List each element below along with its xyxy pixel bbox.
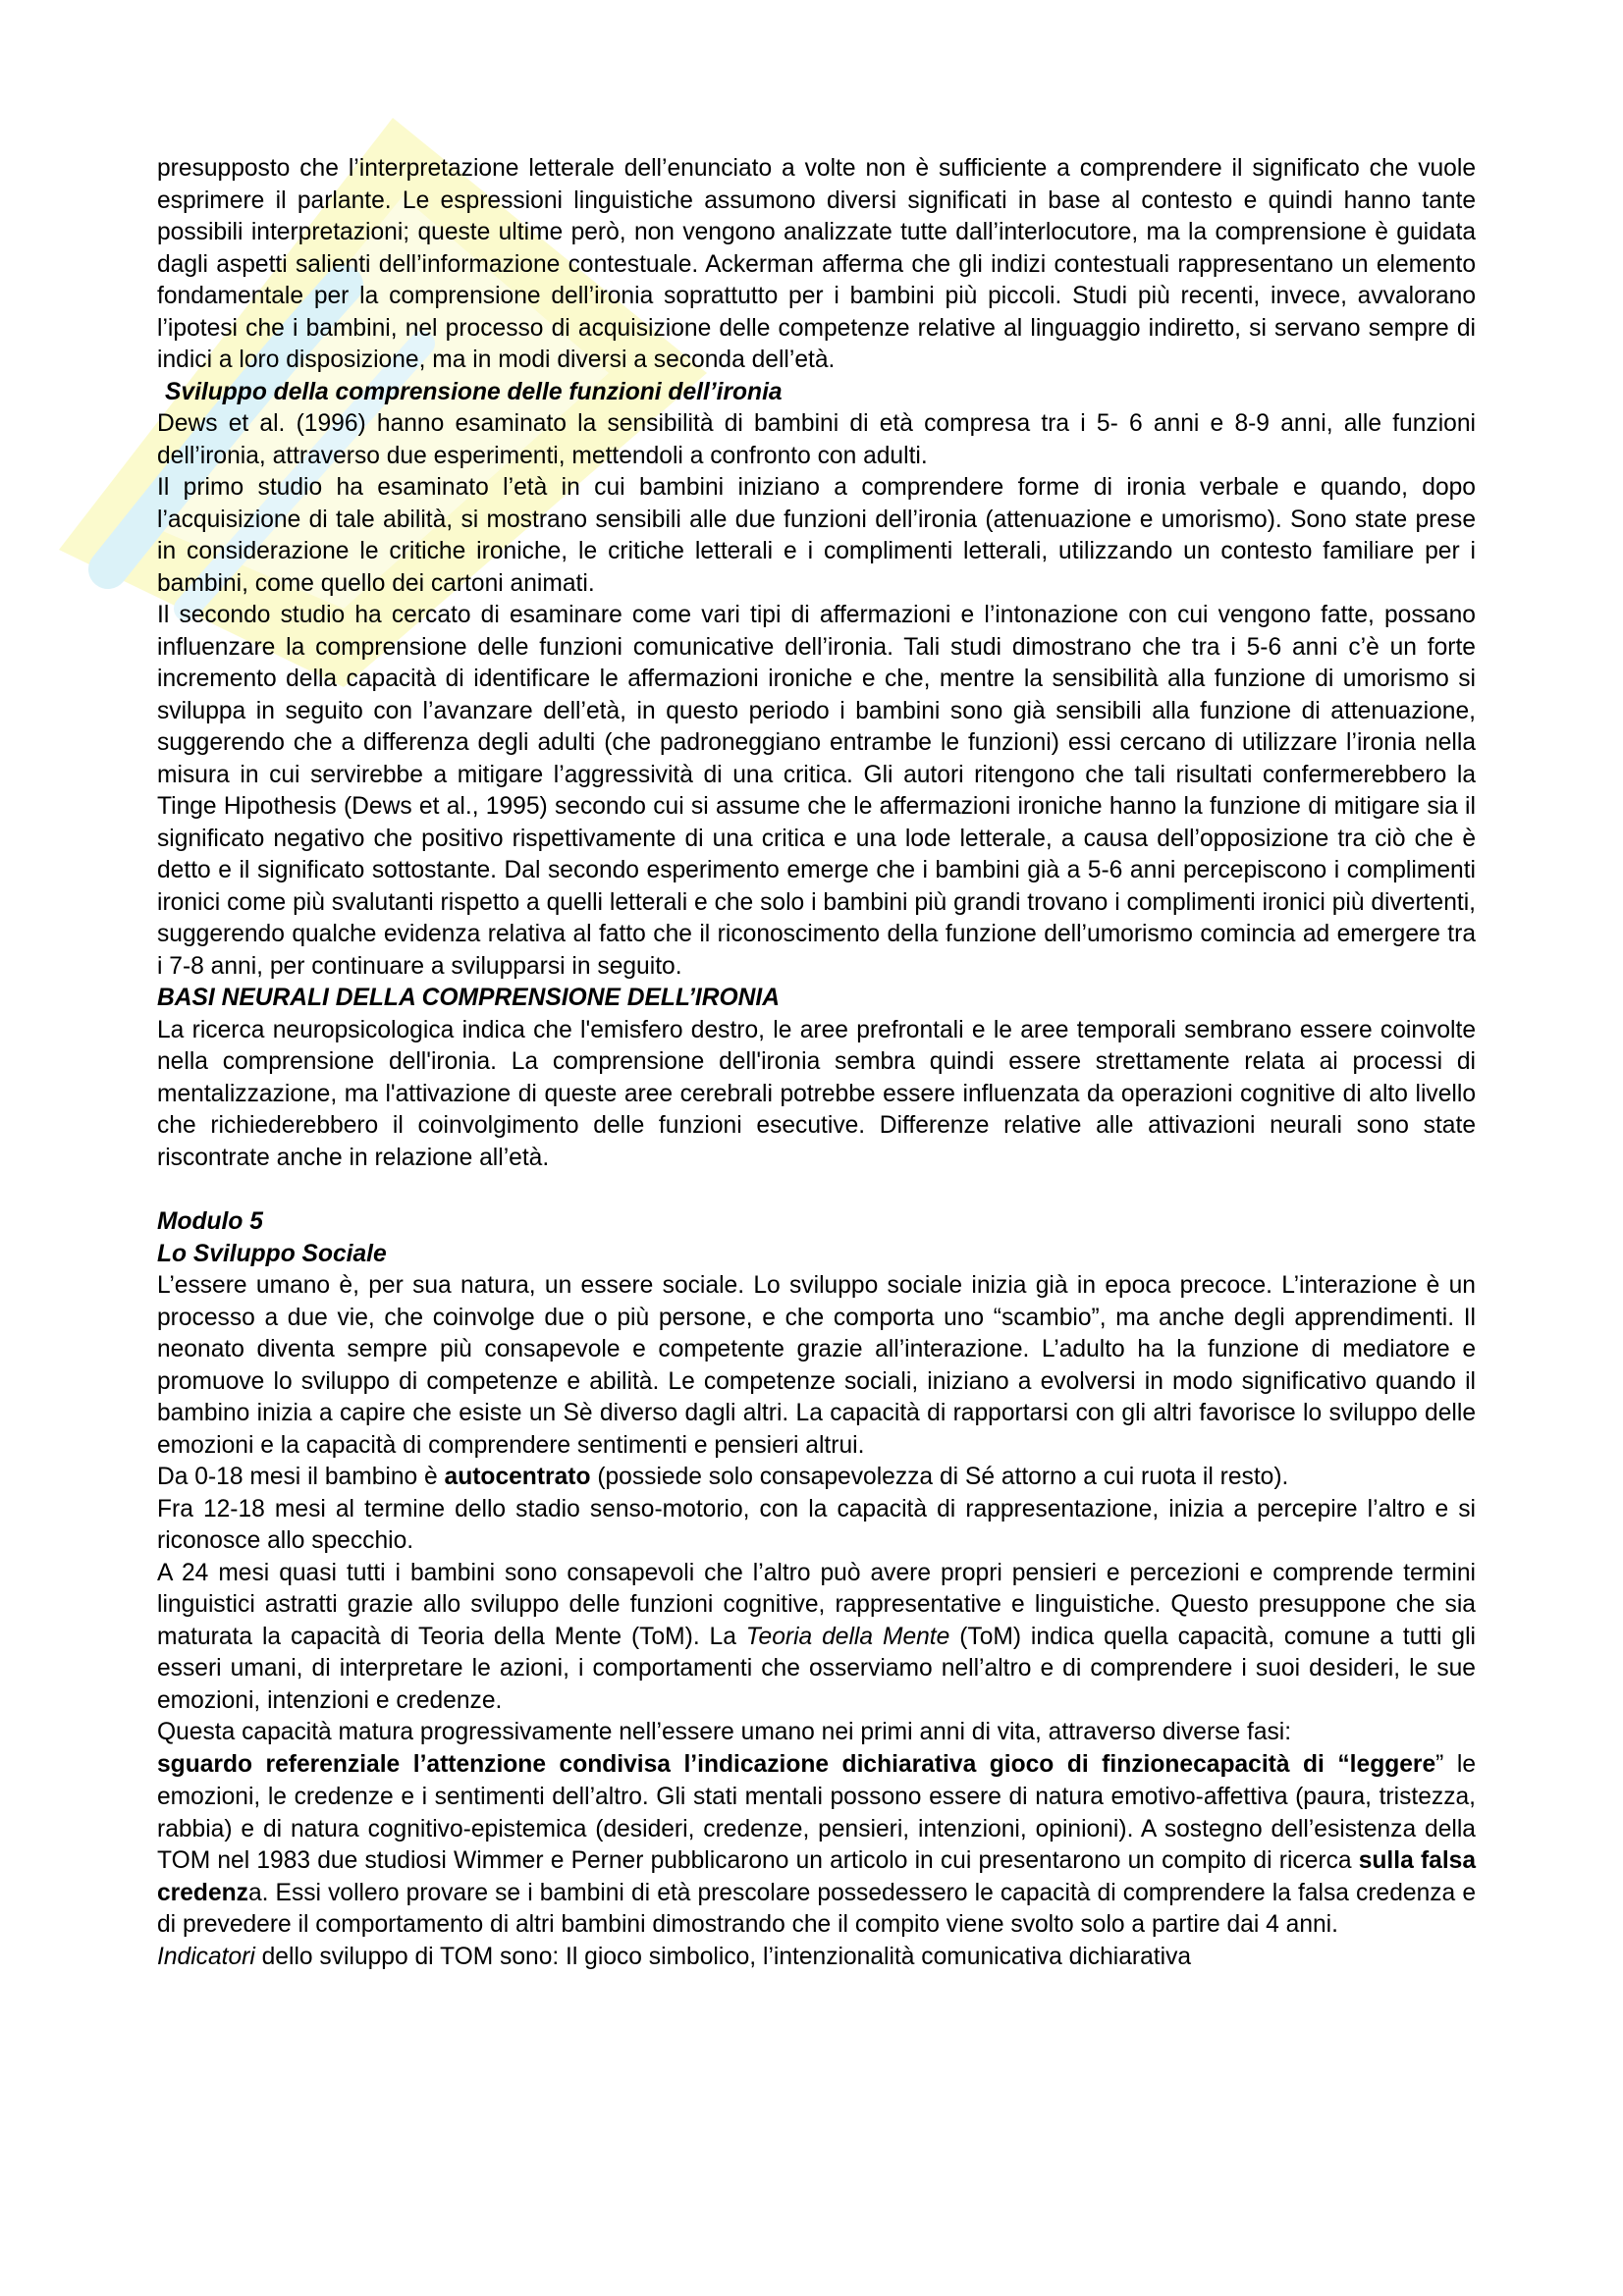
paragraph: L’essere umano è, per sua natura, un essere sociale. Lo sviluppo sociale inizia già in epoca precoce. L’interazione è un processo a due vie, che coinvolge due o più persone, e che comporta uno “scambio”, ma anche degli apprendimenti. Il neonato diventa sempre più consapevole e competente grazie all’interazione. L’adulto ha la funzione di mediatore e promuove lo sviluppo di competenze e abilità. Le competenze sociali, iniziano a evolversi in modo significativo quando il bambino inizia a capire che esiste un Sè diverso dagli altri. La capacità di rapportarsi con gli altri favorisce lo sviluppo delle emozioni e la capacità di comprendere sentimenti e pensieri altrui. (157, 1272, 1476, 1459)
section-heading: Sviluppo della comprensione delle funzioni dell’ironia (165, 378, 783, 405)
paragraph: La ricerca neuropsicologica indica che l'emisfero destro, le aree prefrontali e le aree temporali sembrano essere coinvolte nella comprensione dell'ironia. La comprensione dell'ironia sembra quindi essere strettamente relata ai processi di mentalizzazione, ma l'attivazione di queste aree cerebrali potrebbe essere influenzata da operazioni cognitive di alto livello che richiederebbero il coinvolgimento delle funzioni esecutive. Differenze relative alle attivazioni neurali sono state riscontrate anche in relazione all’età. (157, 1016, 1476, 1171)
paragraph: Il primo studio ha esaminato l’età in cui bambini iniziano a comprendere forme di ironia verbale e quando, dopo l’acquisizione di tale abilità, si mostrano sensibili alle due funzioni dell’ironia (attenuazione e umorismo). Sono state prese in considerazione le critiche ironiche, le critiche letterali e i complimenti letterali, utilizzando un contesto familiare per i bambini, come quello dei cartoni animati. (157, 474, 1476, 597)
document-page (157, 153, 1476, 1973)
module-title: Lo Sviluppo Sociale (157, 1240, 387, 1267)
paragraph (157, 1462, 1476, 1494)
paragraph: Questa capacità matura progressivamente nell’essere umano nei primi anni di vita, attraverso diverse fasi: (157, 1719, 1292, 1745)
text-run: (possiede solo consapevolezza di Sé attorno a cui ruota il resto). (590, 1464, 1289, 1490)
text-run: Da 0-18 mesi il bambino è (157, 1464, 445, 1490)
bold-term: l’indicazione dichiarativa (670, 1750, 990, 1778)
paragraph (157, 1942, 1476, 1974)
paragraph (157, 1749, 1476, 1942)
paragraph: presupposto che l’interpretazione letterale dell’enunciato a volte non è sufficiente a comprendere il significato che vuole esprimere il parlante. Le espressioni linguistiche assumono diversi significati in base al contesto e quindi hanno tante possibili interpretazioni; queste ultime però, non vengono analizzate tutte dall’interlocutore, ma la comprensione è guidata dagli aspetti salienti dell’informazione contestuale. Ackerman afferma che gli indizi contestuali rappresentano un elemento fondamentale per la comprensione dell’ironia soprattutto per i bambini più piccoli. Studi più recenti, invece, avvalorano l’ipotesi che i bambini, nel processo di acquisizione delle competenze relative al linguaggio indiretto, si servano sempre di indici a loro disposizione, ma in modi diversi a seconda dell’età. (157, 155, 1476, 373)
paragraph (157, 1558, 1476, 1718)
bold-term: sguardo referenziale (157, 1750, 401, 1778)
bold-term: gioco di finzione (989, 1750, 1194, 1778)
text-run: A 24 mesi quasi tutti i bambini sono consapevoli che l’altro può avere propri pensieri e percezioni e comprende termini linguistici astratti grazie allo sviluppo delle funzioni cognitive, rappresentative e linguistiche. Questo presuppone che sia maturata la capacità di Teoria della Mente (ToM). La (157, 1559, 1476, 1650)
italic-term: Indicatori (157, 1943, 255, 1970)
bold-term: capacità di “leggere (1193, 1750, 1436, 1778)
paragraph: Dews et al. (1996) hanno esaminato la sensibilità di bambini di età compresa tra i 5- 6 anni e 8-9 anni, alle funzioni dell’ironia, attraverso due esperimenti, mettendoli a confronto con adulti. (157, 410, 1476, 469)
text-run: ” le emozioni, le credenze e i sentimenti dell’altro. Gli stati mentali possono essere di natura emotivo-affettiva (paura, tristezza, rabbia) e di natura cognitivo-epistemica (desideri, credenze, pensieri, intenzioni, opinioni). A sostegno dell’esistenza della TOM nel 1983 due studiosi Wimmer e Perner pubblicarono un articolo in cui presentarono un compito di ricerca (157, 1750, 1477, 1874)
section-heading: BASI NEURALI DELLA COMPRENSIONE DELL’IRONIA (157, 985, 780, 1011)
italic-term: Teoria della Mente (745, 1623, 950, 1650)
text-run: a. Essi vollero provare se i bambini di età prescolare possedessero le capacità di comprendere la falsa credenza e di prevedere il comportamento di altri bambini dimostrando che il compito viene svolto solo a partire dai 4 anni. (157, 1879, 1476, 1938)
bold-term: sulla falsa credenz (157, 1847, 1477, 1906)
text-run: dello sviluppo di TOM sono: Il gioco simbolico, l’intenzionalità comunicativa dichiarativa (254, 1943, 1192, 1970)
text-run: (ToM) indica quella capacità, comune a tutti gli esseri umani, di interpretare le azioni, i comportamenti che osserviamo nell’altro e di comprendere i suoi desideri, le sue emozioni, intenzioni e credenze. (157, 1623, 1476, 1714)
module-heading: Modulo 5 (157, 1208, 263, 1235)
paragraph: Fra 12-18 mesi al termine dello stadio senso-motorio, con la capacità di rappresentazione, inizia a percepire l’altro e si riconosce allo specchio. (157, 1495, 1476, 1554)
bold-term: autocentrato (444, 1464, 591, 1490)
bold-term: l’attenzione condivisa (400, 1750, 671, 1778)
paragraph: Il secondo studio ha cercato di esaminare come vari tipi di affermazioni e l’intonazione con cui vengono fatte, possano influenzare la comprensione delle funzioni comunicative dell’ironia. Tali studi dimostrano che tra i 5-6 anni c’è un forte incremento della capacità di identificare le affermazioni ironiche e che, mentre la sensibilità alla funzione di umorismo si sviluppa in seguito con l’avanzare dell’età, in questo periodo i bambini sono già sensibili alla funzione di attenuazione, suggerendo che a differenza degli adulti (che padroneggiano entrambe le funzioni) essi cercano di utilizzare l’ironia nella misura in cui servirebbe a mitigare l’aggressività di una critica. Gli autori ritengono che tali risultati confermerebbero la Tinge Hipothesis (Dews et al., 1995) secondo cui si assume che le affermazioni ironiche hanno la funzione di mitigare sia il significato negativo che positivo rispettivamente di una critica e una lode letterale, a causa dell’opposizione tra ciò che è detto e il significato sottostante. Dal secondo esperimento emerge che i bambini già a 5-6 anni percepiscono i complimenti ironici come più svalutanti rispetto a quelli letterali e che solo i bambini più grandi trovano i complimenti ironici più divertenti, suggerendo qualche evidenza relativa al fatto che il riconoscimento della funzione dell’umorismo comincia ad emergere tra i 7-8 anni, per continuare a svilupparsi in seguito. (157, 602, 1476, 980)
spacer (157, 1174, 1476, 1206)
